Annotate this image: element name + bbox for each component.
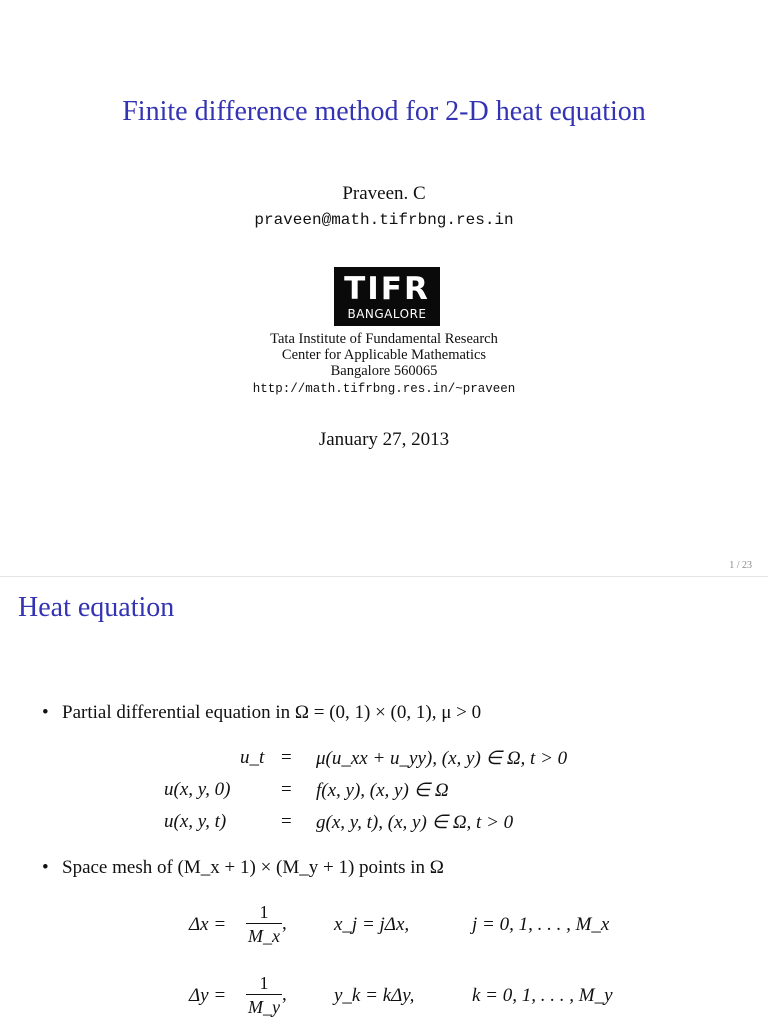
eq-lhs-2: u(x, y, 0) xyxy=(164,779,231,800)
institute-line-3: Bangalore 560065 xyxy=(330,363,438,379)
bullet-dot: • xyxy=(42,857,49,878)
eq-rel-3: = xyxy=(281,811,292,832)
bullet-pde xyxy=(42,702,481,724)
eq-rel-2: = xyxy=(281,779,292,800)
author-name: Praveen. C xyxy=(342,183,426,204)
bullet-dot: • xyxy=(42,702,49,723)
k-range: k = 0, 1, . . . , M_y xyxy=(472,985,613,1006)
dy-lhs: Δy = xyxy=(189,985,227,1006)
institute-line-1: Tata Institute of Fundamental Research xyxy=(270,331,498,347)
eq-rhs-1: μ(u_xx + u_yy), (x, y) ∈ Ω, t > 0 xyxy=(316,748,568,769)
j-range: j = 0, 1, . . . , M_x xyxy=(472,914,610,935)
institute-url: http://math.tifrbng.res.in/~praveen xyxy=(252,382,516,396)
eq-lhs-3: u(x, y, t) xyxy=(164,811,227,832)
eq-rhs-2: f(x, y), (x, y) ∈ Ω xyxy=(316,780,449,801)
dx-numerator: 1 xyxy=(246,901,282,924)
dx-lhs: Δx = xyxy=(189,914,227,935)
eq-lhs-1: u_t xyxy=(240,747,265,768)
dx-fraction: $\frac{1}{M\_x}$ , xyxy=(248,902,287,946)
xj-def: x_j = jΔx, xyxy=(334,914,410,935)
heat-equation-slide xyxy=(0,577,768,1024)
eq-rel-1: = xyxy=(281,747,292,768)
slide-title: Finite difference method for 2-D heat equation xyxy=(122,96,646,127)
yk-def: y_k = kΔy, xyxy=(334,985,415,1006)
presentation-date: January 27, 2013 xyxy=(318,429,450,450)
bullet-mesh xyxy=(42,857,444,879)
eq-rhs-3: g(x, y, t), (x, y) ∈ Ω, t > 0 xyxy=(316,812,514,833)
dy-denominator: M_y xyxy=(248,997,280,1017)
bullet-mesh-text: Space mesh of (M_x + 1) × (M_y + 1) points in Ω xyxy=(62,857,444,878)
dx-denominator: M_x xyxy=(248,926,280,946)
tifr-logo xyxy=(334,267,440,326)
dy-fraction: $\frac{1}{M\_y}$ , xyxy=(248,973,287,1017)
logo-main-text: TIFR xyxy=(344,271,430,307)
dy-numerator: 1 xyxy=(246,972,282,995)
logo-sub-text: BANGALORE xyxy=(347,307,427,321)
institute-line-2: Center for Applicable Mathematics xyxy=(281,347,487,363)
page-number: 1 / 23 xyxy=(729,560,752,571)
slide-heading: Heat equation xyxy=(18,592,175,623)
author-email: praveen@math.tifrbng.res.in xyxy=(254,211,514,229)
bullet-pde-text: Partial differential equation in Ω = (0, 1) × (0, 1), μ > 0 xyxy=(62,702,482,723)
